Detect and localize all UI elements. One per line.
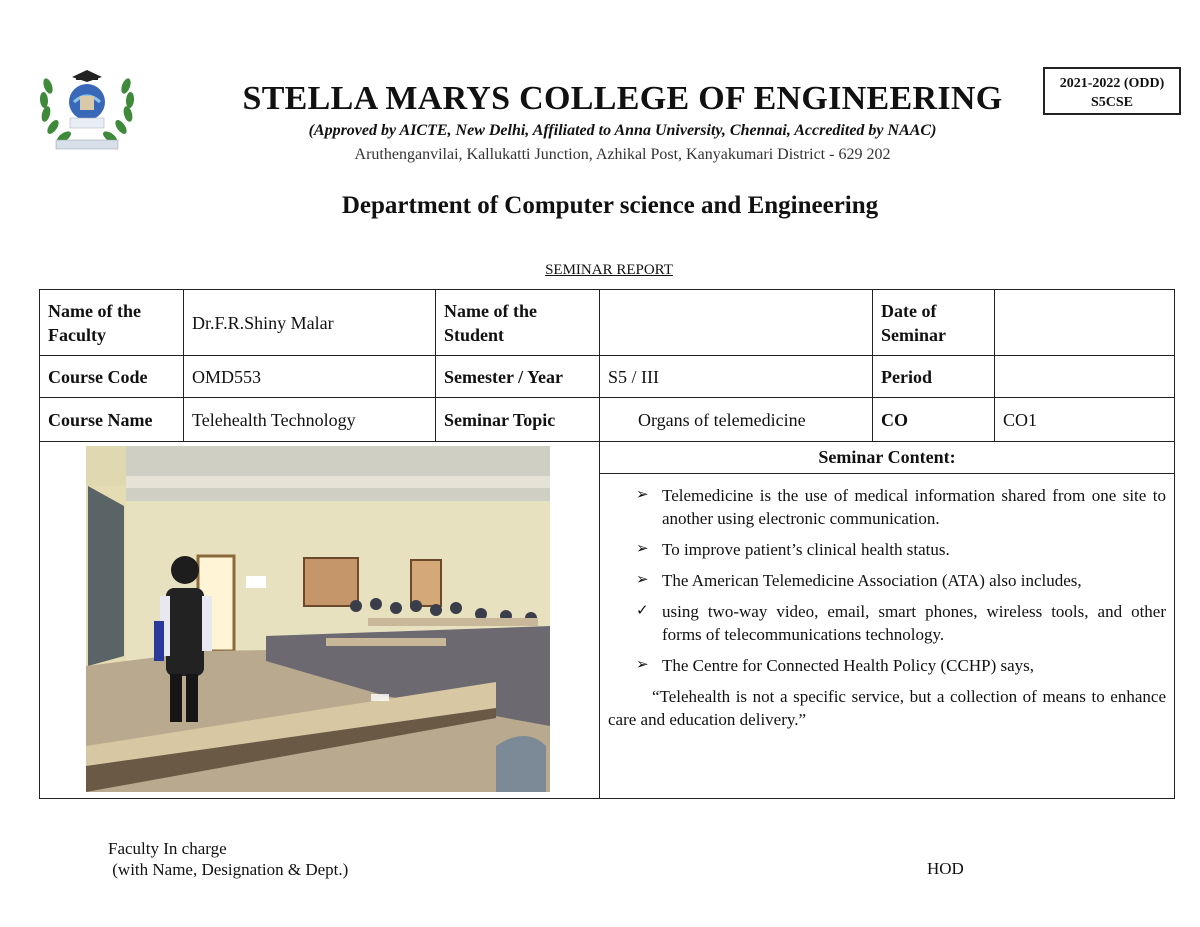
course-code-value: OMD553 — [184, 356, 436, 398]
college-logo — [36, 66, 138, 154]
faculty-incharge-label: Faculty In charge — [108, 839, 227, 858]
faculty-value: Dr.F.R.Shiny Malar — [184, 290, 436, 356]
course-code-label: Course Code — [40, 356, 184, 398]
arrow-bullet-icon: ➢ — [636, 541, 649, 557]
content-item-text: To improve patient’s clinical health status. — [662, 540, 950, 559]
faculty-label: Name of the Faculty — [40, 290, 184, 356]
arrow-bullet-icon: ➢ — [636, 572, 649, 588]
co-value: CO1 — [995, 398, 1175, 442]
table-row — [40, 442, 1175, 799]
list-item — [608, 538, 1166, 561]
arrow-bullet-icon: ➢ — [636, 657, 649, 673]
table-row — [40, 398, 1175, 442]
seminar-content-cell — [600, 442, 1175, 799]
college-name: STELLA MARYS COLLEGE OF ENGINEERING — [242, 80, 1003, 117]
content-item-text: Telemedicine is the use of medical information shared from one site to another using electronic communication. — [662, 486, 1166, 528]
date-value — [995, 290, 1175, 356]
checkmark-bullet-icon: ✓ — [636, 603, 649, 619]
content-item-text: The American Telemedicine Association (ATA) also includes, — [662, 571, 1082, 590]
table-row — [40, 290, 1175, 356]
arrow-bullet-icon: ➢ — [636, 487, 649, 503]
date-label: Date of Seminar — [873, 290, 995, 356]
semester-value: S5 / III — [600, 356, 873, 398]
list-item — [608, 484, 1166, 530]
class-code: S5CSE — [1090, 95, 1134, 110]
co-label: CO — [873, 398, 995, 442]
hod-label: HOD — [927, 859, 964, 878]
approval-line: (Approved by AICTE, New Delhi, Affiliated to Anna University, Chennai, Accredited by NAAC) — [308, 122, 937, 139]
cchp-quote: “Telehealth is not a specific service, but a collection of means to enhance care and education delivery.” — [608, 687, 1166, 729]
college-address: Aruthenganvilai, Kallukatti Junction, Azhikal Post, Kanyakumari District - 629 202 — [354, 146, 891, 163]
student-value — [600, 290, 873, 356]
period-value — [995, 356, 1175, 398]
content-item-text: The Centre for Connected Health Policy (CCHP) says, — [662, 656, 1035, 675]
content-item-text: using two-way video, email, smart phones, wireless tools, and other forms of telecommunications technology. — [662, 602, 1166, 644]
list-item — [608, 654, 1166, 677]
report-title: SEMINAR REPORT — [545, 262, 673, 278]
student-label: Name of the Student — [436, 290, 600, 356]
department-title: Department of Computer science and Engineering — [341, 192, 879, 219]
seminar-photo — [86, 446, 550, 792]
table-row — [40, 356, 1175, 398]
photo-cell — [40, 442, 600, 799]
period-label: Period — [873, 356, 995, 398]
list-item — [608, 600, 1166, 646]
seminar-table — [39, 289, 1175, 799]
academic-year: 2021-2022 (ODD) — [1059, 76, 1165, 91]
academic-year-box — [1043, 67, 1181, 115]
faculty-details-label: (with Name, Designation & Dept.) — [108, 860, 349, 879]
semester-label: Semester / Year — [436, 356, 600, 398]
list-item — [608, 569, 1166, 592]
seminar-content-heading: Seminar Content: — [600, 442, 1174, 474]
course-name-label: Course Name — [40, 398, 184, 442]
topic-value: Organs of telemedicine — [600, 398, 873, 442]
faculty-signature-block — [108, 838, 348, 880]
topic-label: Seminar Topic — [436, 398, 600, 442]
course-name-value: Telehealth Technology — [184, 398, 436, 442]
